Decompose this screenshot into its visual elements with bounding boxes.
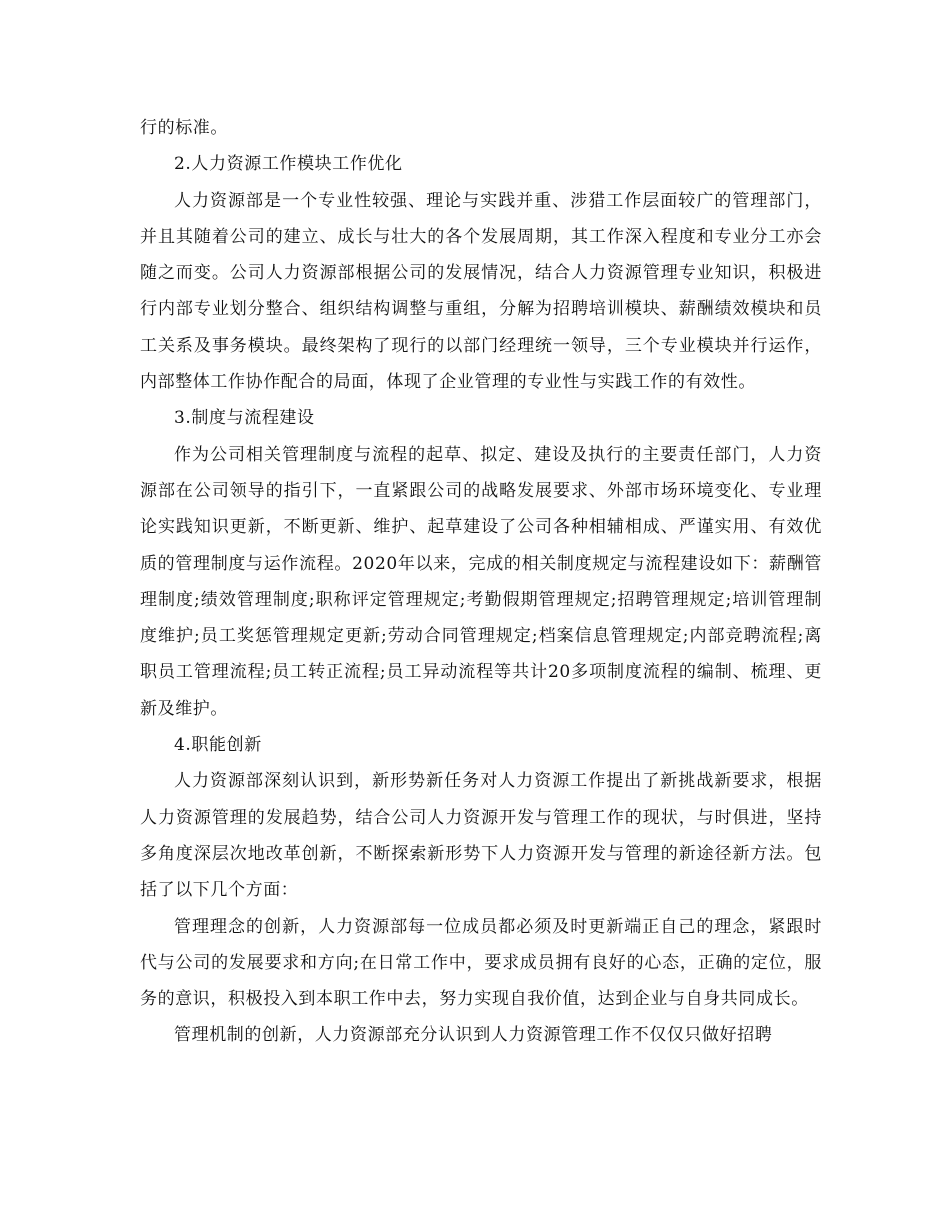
paragraph-concept-innovation: 管理理念的创新，人力资源部每一位成员都必须及时更新端正自己的理念，紧跟时代与公司的发展要求和方向;在日常工作中，要求成员拥有良好的心态，正确的定位，服务的意识，积极投入到本职工作中去，努力实现自我价值，达到企业与自身共同成长。 xyxy=(140,916,822,1010)
paragraph-innovation-intro: 人力资源部深刻认识到，新形势新任务对人力资源工作提出了新挑战新要求，根据人力资源管理的发展趋势，结合公司人力资源开发与管理工作的现状，与时俱进，坚持多角度深层次地改革创新，不断探索新形势下人力资源开发与管理的新途径新方法。包括了以下几个方面： xyxy=(140,771,822,901)
section-heading-3: 3.制度与流程建设 xyxy=(174,408,315,429)
paragraph-hr-modules: 人力资源部是一个专业性较强、理论与实践并重、涉猎工作层面较广的管理部门，并且其随着公司的建立、成长与壮大的各个发展周期，其工作深入程度和专业分工亦会随之而变。公司人力资源部根据公司的发展情况，结合人力资源管理专业知识，积极进行内部专业划分整合、组织结构调整与重组，分解为招聘培训模块、薪酬绩效模块和员工关系及事务模块。最终架构了现行的以部门经理统一领导，三个专业模块并行运作，内部整体工作协作配合的局面，体现了企业管理的专业性与实践工作的有效性。 xyxy=(140,190,822,393)
paragraph-mechanism-innovation: 管理机制的创新，人力资源部充分认识到人力资源管理工作不仅仅只做好招聘 xyxy=(174,1025,773,1046)
section-heading-2: 2.人力资源工作模块工作优化 xyxy=(174,154,403,175)
document-body xyxy=(140,110,822,1054)
section-heading-4: 4.职能创新 xyxy=(174,735,262,756)
paragraph-policies: 作为公司相关管理制度与流程的起草、拟定、建设及执行的主要责任部门，人力资源部在公司领导的指引下，一直紧跟公司的战略发展要求、外部市场环境变化、专业理论实践知识更新，不断更新、维护、起草建设了公司各种相辅相成、严谨实用、有效优质的管理制度与运作流程。2020年以来，完成的相关制度规定与流程建设如下：薪酬管理制度;绩效管理制度;职称评定管理规定;考勤假期管理规定;招聘管理规定;培训管理制度维护;员工奖惩管理规定更新;劳动合同管理规定;档案信息管理规定;内部竞聘流程;离职员工管理流程;员工转正流程;员工异动流程等共计20多项制度流程的编制、梳理、更新及维护。 xyxy=(140,444,822,719)
paragraph-continuation: 行的标准。 xyxy=(140,118,228,138)
